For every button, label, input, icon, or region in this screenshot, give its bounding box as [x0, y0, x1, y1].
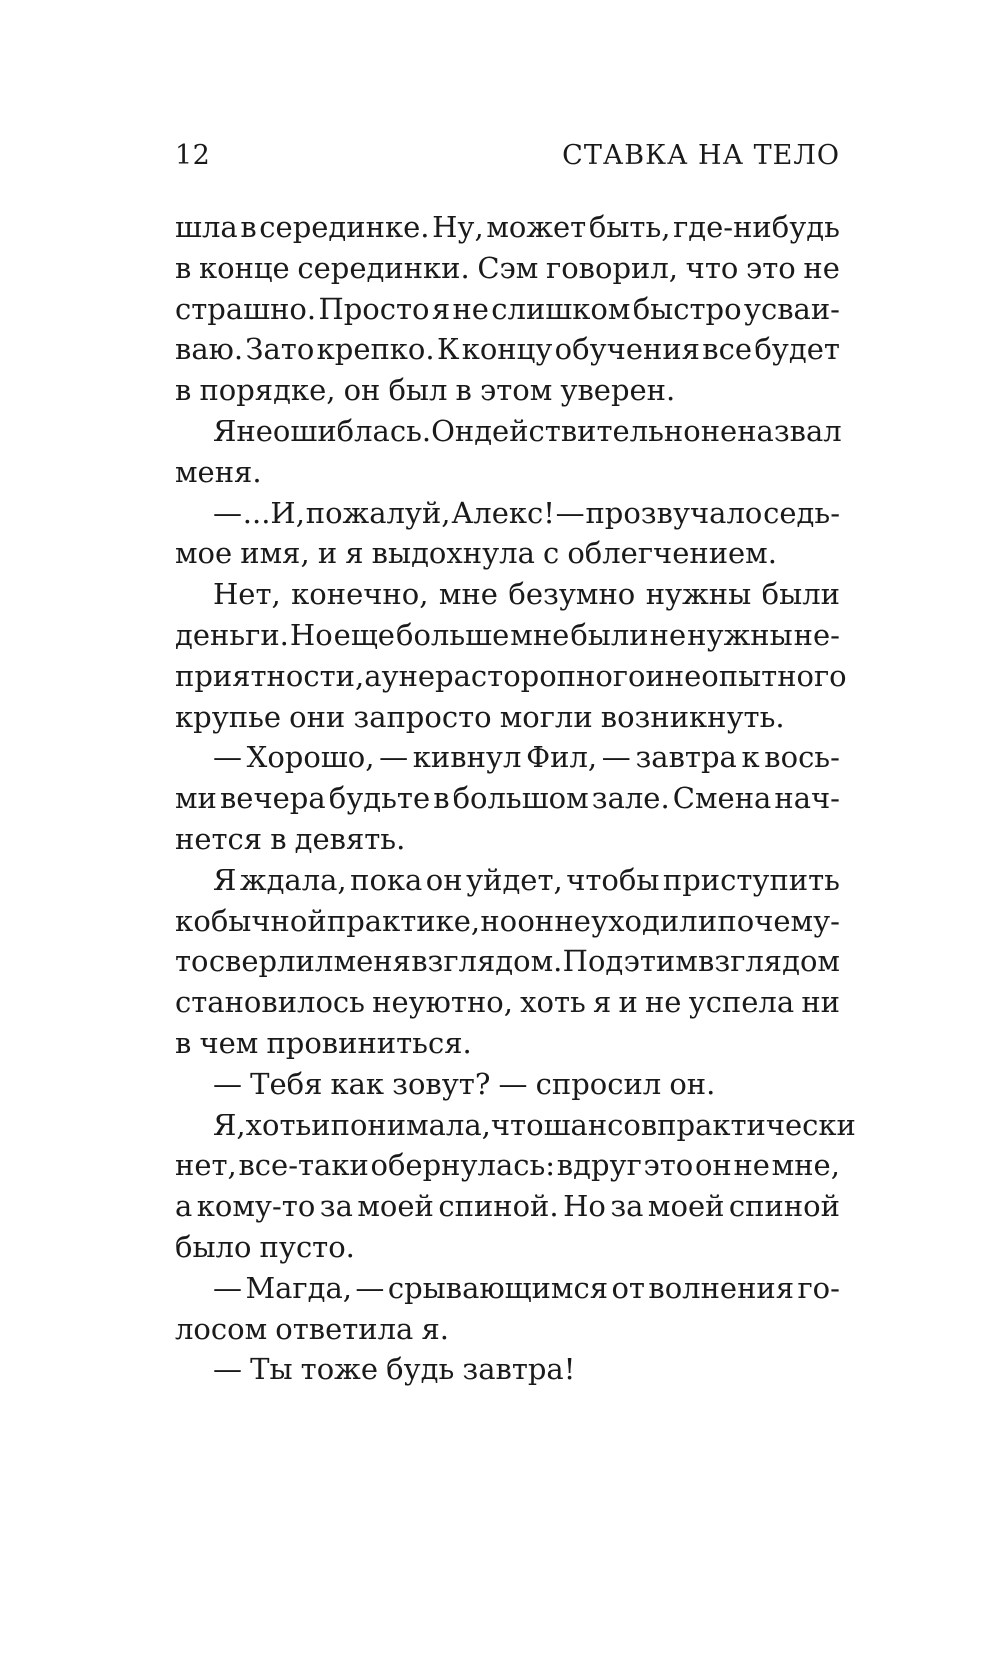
text-line: ваю. Зато крепко. К концу обучения все будет [175, 332, 840, 367]
text-line: Я ждала, пока он уйдет, чтобы приступить [213, 862, 840, 897]
text-line: — Тебя как зовут? — спросил он. [213, 1066, 716, 1101]
text-line: Нет, конечно, мне безумно нужны были [213, 577, 840, 612]
text-line: в порядке, он был в этом уверен. [175, 373, 676, 408]
text-line: крупье они запросто могли возникнуть. [175, 699, 785, 734]
text-line: — Хорошо, — кивнул Фил, — завтра к вось- [213, 740, 840, 775]
text-line: приятности, а у нерасторопного и неопытного [175, 658, 847, 693]
text-line: в конце серединки. Сэм говорил, что это не [175, 250, 840, 285]
text-line: лосом ответила я. [175, 1311, 449, 1346]
text-line: — Ты тоже будь завтра! [213, 1352, 576, 1387]
text-line: Я не ошиблась. Он действительно не назвал [213, 413, 842, 448]
text-line: к обычной практике, но он не уходил и почему- [175, 903, 840, 938]
text-line: было пусто. [175, 1229, 355, 1264]
text-line: а кому-то за моей спиной. Но за моей спиной [175, 1189, 840, 1224]
text-line: то сверлил меня взглядом. Под этим взглядом [175, 944, 840, 979]
text-line: становилось неуютно, хоть я и не успела ни [175, 985, 840, 1020]
text-line: мое имя, и я выдохнула с облегчением. [175, 536, 777, 571]
text-line: деньги. Но еще больше мне были не нужны не- [175, 617, 840, 652]
text-line: в чем провиниться. [175, 1025, 472, 1060]
text-line: ми вечера будьте в большом зале. Смена нач- [175, 781, 840, 816]
text-line: нет, все-таки обернулась: вдруг это он не мне, [175, 1148, 840, 1183]
page-number: 12 [175, 140, 211, 171]
text-line: меня. [175, 454, 262, 489]
text-line: шла в серединке. Ну, может быть, где-нибудь [175, 210, 840, 244]
text-line: Я, хоть и понимала, что шансов практически [213, 1107, 856, 1142]
book-title: СТАВКА НА ТЕЛО [562, 140, 840, 171]
text-line: нется в девять. [175, 821, 406, 856]
text-line: — Магда, — срывающимся от волнения го- [213, 1270, 840, 1305]
body-text [175, 207, 856, 1390]
text-line: — ...И, пожалуй, Алекс! — прозвучало седь- [213, 495, 840, 530]
running-header [175, 140, 840, 180]
text-line: страшно. Просто я не слишком быстро усваи- [175, 291, 840, 326]
